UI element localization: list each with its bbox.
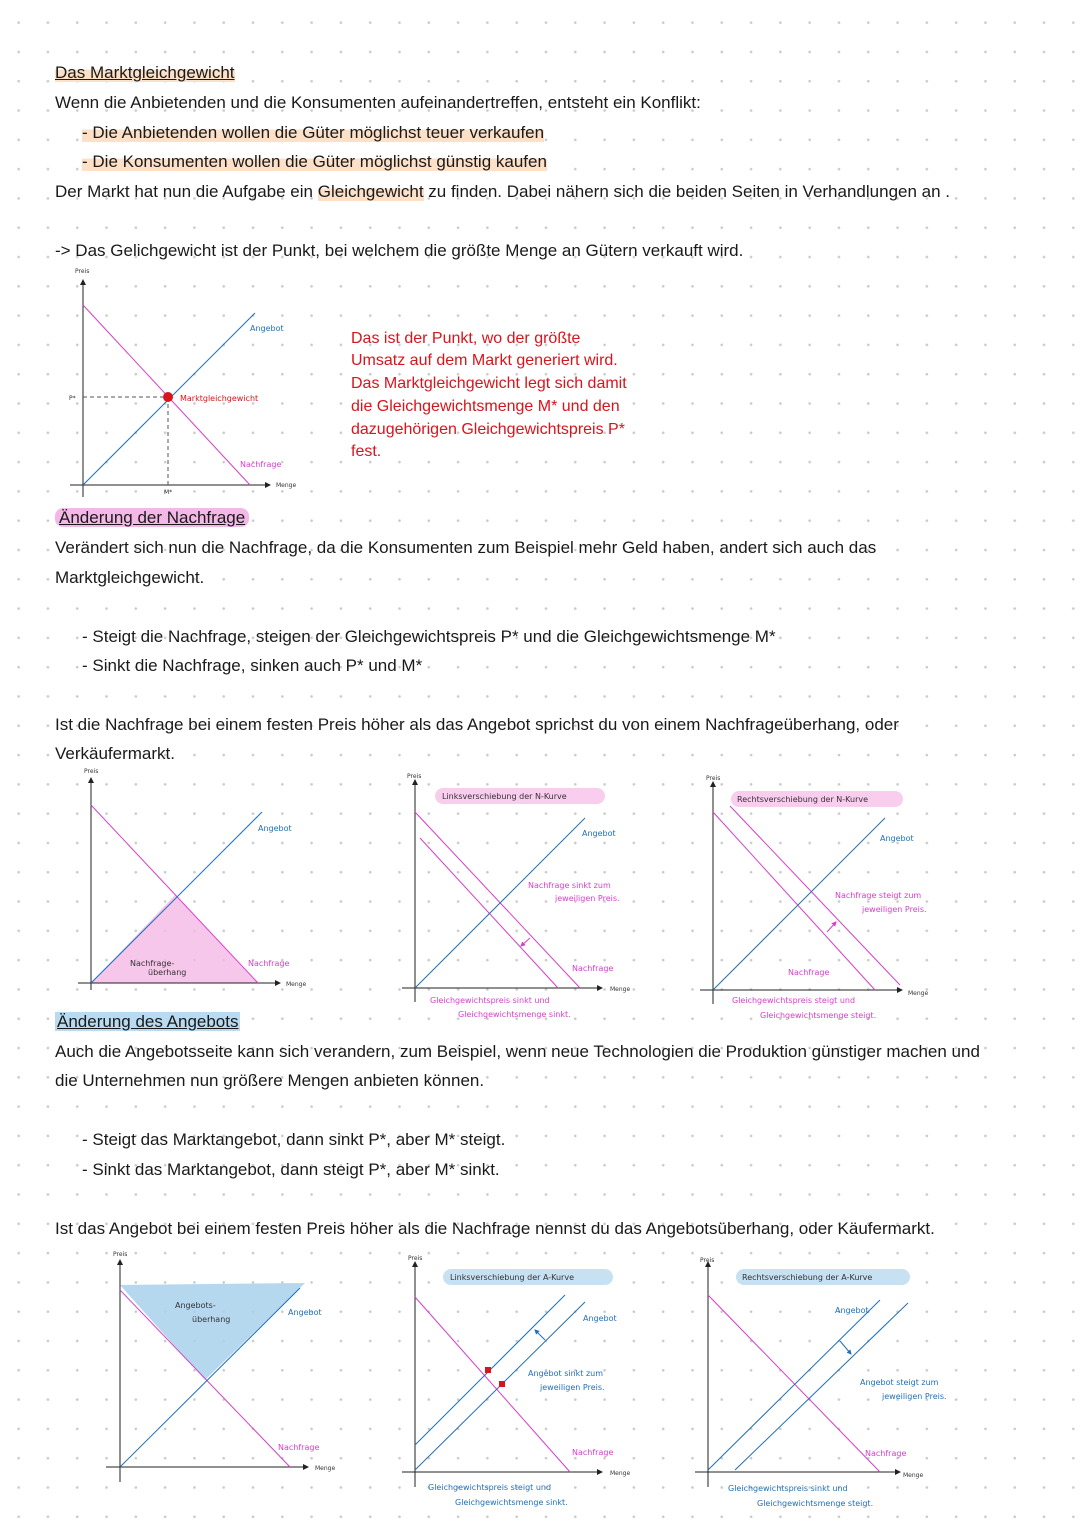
axis-label-menge: Menge xyxy=(908,990,929,997)
red-note: fest. xyxy=(351,443,382,460)
paragraph: Ist die Nachfrage bei einem festen Preis höher als das Angebot sprichst du von einem Nachfrageüberhang, oder xyxy=(55,715,899,734)
label-nachfrage: Nachfrage xyxy=(240,460,282,469)
label-angebot: Angebot xyxy=(250,324,284,333)
diagram-equilibrium xyxy=(69,268,296,497)
label-angebot: Angebot xyxy=(835,1306,869,1315)
result-text: Gleichgewichtsmenge steigt. xyxy=(760,1011,877,1020)
label-angebot: Angebot xyxy=(288,1308,322,1317)
label-surplus: überhang xyxy=(148,968,187,977)
paragraph: Marktgleichgewicht. xyxy=(55,568,205,587)
equilibrium-point xyxy=(499,1381,505,1387)
diagram-demand-right-shift xyxy=(700,775,928,1020)
equilibrium-point xyxy=(485,1367,491,1373)
result-text: Gleichgewichtspreis steigt und xyxy=(732,996,856,1005)
result-text: Gleichgewichtspreis sinkt und xyxy=(430,996,550,1005)
paragraph: -> Das Gelichgewicht ist der Punkt, bei welchem die größte Menge an Gütern verkauft wird. xyxy=(55,241,744,260)
list-item-text: - Die Anbietenden wollen die Güter möglichst teuer verkaufen xyxy=(82,123,545,142)
label-angebot: Angebot xyxy=(583,1314,617,1323)
axis-label-preis: Preis xyxy=(113,1251,128,1258)
axis-label-menge: Menge xyxy=(610,1470,631,1477)
text: zu finden. Dabei nähern sich die beiden Seiten in Verhandlungen an . xyxy=(423,182,951,201)
axis-label-preis: Preis xyxy=(84,768,99,775)
result-text: Gleichgewichtsmenge sinkt. xyxy=(455,1498,568,1507)
axis-label-preis: Preis xyxy=(407,773,422,780)
paragraph: Auch die Angebotsseite kann sich verandern, zum Beispiel, wenn neue Technologien die Produktion günstiger machen und xyxy=(55,1042,980,1061)
axis-label-menge: Menge xyxy=(315,1465,336,1472)
note: Nachfrage sinkt zum xyxy=(528,881,611,890)
label-p-star: P* xyxy=(69,395,76,402)
red-note: Das ist der Punkt, wo der größte xyxy=(351,330,581,347)
demand-line xyxy=(708,1295,880,1472)
label-m-star: M* xyxy=(164,489,173,496)
shift-arrow-icon xyxy=(840,1341,851,1354)
label-nachfrage: Nachfrage xyxy=(572,1448,614,1457)
label-surplus: überhang xyxy=(192,1315,231,1324)
pill-text: Rechtsverschiebung der N-Kurve xyxy=(737,795,869,804)
result-text: Gleichgewichtsmenge sinkt. xyxy=(458,1010,571,1019)
title-text: Das Marktgleichgewicht xyxy=(55,63,235,82)
label-surplus: Nachfrage- xyxy=(130,959,175,968)
note: jeweiligen Preis. xyxy=(862,905,927,914)
supply-line xyxy=(415,818,585,988)
shift-arrow-icon xyxy=(521,938,530,946)
label-equilibrium: Marktgleichgewicht xyxy=(180,394,259,403)
paragraph: Verkäufermarkt. xyxy=(55,744,175,763)
highlight: Gleichgewicht xyxy=(317,182,424,201)
label-angebot: Angebot xyxy=(880,834,914,843)
list-item: - Sinkt das Marktangebot, dann steigt P*, aber M* sinkt. xyxy=(82,1160,500,1179)
note: jeweiligen Preis. xyxy=(882,1392,947,1401)
axis-label-preis: Preis xyxy=(700,1257,715,1264)
note: jeweiligen Preis. xyxy=(540,1383,605,1392)
shift-arrow-icon xyxy=(535,1330,545,1340)
result-text: Gleichgewichtspreis steigt und xyxy=(428,1483,552,1492)
supply-line-original xyxy=(708,1300,880,1470)
diagram-demand-surplus xyxy=(78,768,306,990)
label-nachfrage: Nachfrage xyxy=(248,959,290,968)
label-nachfrage: Nachfrage xyxy=(788,968,830,977)
label-angebot: Angebot xyxy=(258,824,292,833)
equilibrium-point xyxy=(163,392,173,402)
list-item: - Steigt das Marktangebot, dann sinkt P*, aber M* steigt. xyxy=(82,1130,506,1149)
diagram-supply-surplus xyxy=(106,1251,335,1482)
red-note: Umsatz auf dem Markt generiert wird. xyxy=(351,352,618,369)
axis-label-menge: Menge xyxy=(276,482,297,489)
note: Nachfrage steigt zum xyxy=(835,891,922,900)
note: Angebot steigt zum xyxy=(860,1378,939,1387)
axis-label-preis: Preis xyxy=(706,775,721,782)
title-text: Änderung der Nachfrage xyxy=(55,508,249,527)
axis-label-menge: Menge xyxy=(286,981,307,988)
text: Der Markt hat nun die Aufgabe ein xyxy=(55,182,318,201)
title-text: Änderung des Angebots xyxy=(57,1012,239,1031)
pill-text: Rechtsverschiebung der A-Kurve xyxy=(742,1273,873,1282)
label-angebot: Angebot xyxy=(582,829,616,838)
label-surplus: Angebots- xyxy=(175,1301,216,1310)
diagram-supply-left-shift xyxy=(402,1255,630,1507)
list-item: - Steigt die Nachfrage, steigen der Gleichgewichtspreis P* und die Gleichgewichtsmenge M* xyxy=(82,627,776,646)
pill-text: Linksverschiebung der A-Kurve xyxy=(450,1273,574,1282)
pill-text: Linksverschiebung der N-Kurve xyxy=(442,792,567,801)
label-nachfrage: Nachfrage xyxy=(278,1443,320,1452)
note: jeweiligen Preis. xyxy=(555,894,620,903)
paragraph: Verändert sich nun die Nachfrage, da die Konsumenten zum Beispiel mehr Geld haben, andert sich auch das xyxy=(55,538,877,557)
list-item-text: - Die Konsumenten wollen die Güter möglichst günstig kaufen xyxy=(82,152,547,171)
supply-line xyxy=(713,818,885,990)
red-note: Das Marktgleichgewicht legt sich damit xyxy=(351,375,627,392)
axis-label-preis: Preis xyxy=(408,1255,423,1262)
demand-line-original xyxy=(713,812,875,990)
result-text: Gleichgewichtspreis sinkt und xyxy=(728,1484,848,1493)
demand-line-shifted xyxy=(420,838,558,988)
note: Angebot sinkt zum xyxy=(528,1369,604,1378)
red-note: die Gleichgewichtsmenge M* und den xyxy=(351,398,620,415)
diagram-supply-right-shift xyxy=(695,1257,947,1508)
red-note: dazugehörigen Gleichgewichtspreis P* xyxy=(351,421,625,438)
result-text: Gleichgewichtsmenge steigt. xyxy=(757,1499,874,1508)
axis-label-menge: Menge xyxy=(610,986,631,993)
shift-arrow-icon xyxy=(827,922,836,932)
axis-label-preis: Preis xyxy=(75,268,90,275)
paragraph: Wenn die Anbietenden und die Konsumenten aufeinandertreffen, entsteht ein Konflikt: xyxy=(55,93,701,112)
label-nachfrage: Nachfrage xyxy=(572,964,614,973)
diagram-demand-left-shift xyxy=(402,773,630,1019)
label-nachfrage: Nachfrage xyxy=(865,1449,907,1458)
surplus-area xyxy=(120,1283,305,1380)
paragraph: die Unternehmen nun größere Mengen anbieten können. xyxy=(55,1071,485,1090)
paragraph: Ist das Angebot bei einem festen Preis höher als die Nachfrage nennst du das Angebotsüberhang, oder Käufermarkt. xyxy=(55,1219,935,1238)
list-item: - Sinkt die Nachfrage, sinken auch P* und M* xyxy=(82,656,423,675)
axis-label-menge: Menge xyxy=(903,1472,924,1479)
